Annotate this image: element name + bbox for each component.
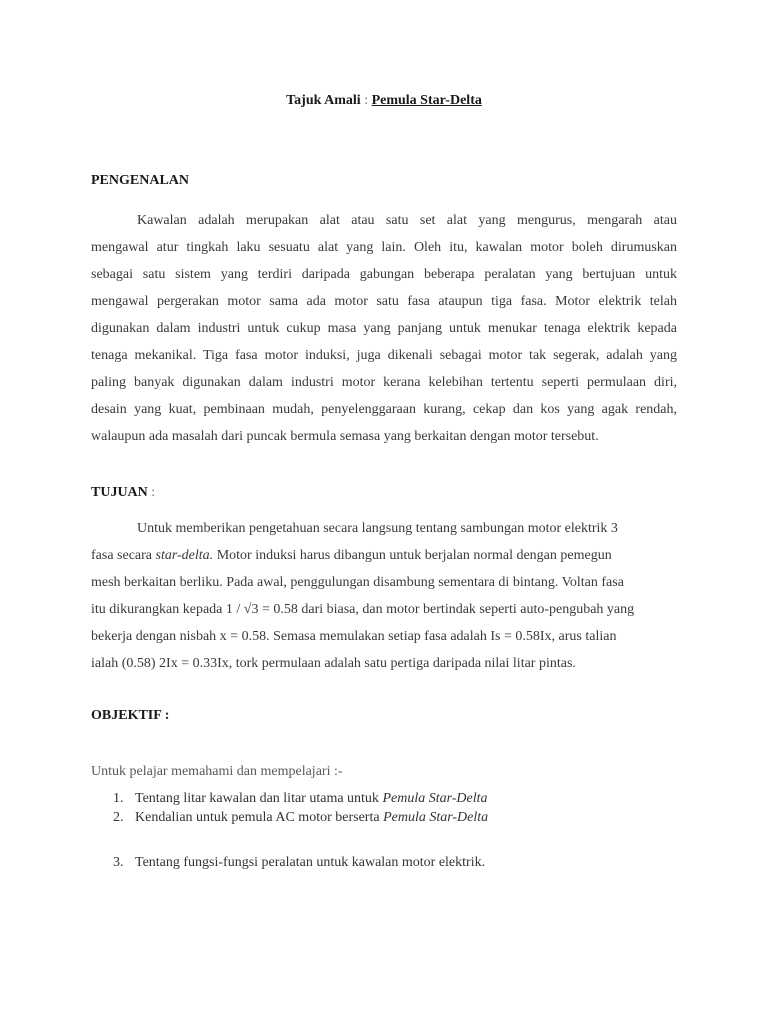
paragraph-line — [91, 542, 677, 569]
heading-tujuan-label: TUJUAN — [91, 485, 148, 500]
list-item — [113, 855, 485, 871]
paragraph-line: itu dikurangkan kepada 1 / √3 = 0.58 dari biasa, dan motor bertindak seperti auto-pengubah yang — [91, 602, 635, 617]
paragraph-line: tenaga mekanikal. Tiga fasa motor induksi, juga dikenali sebagai motor tak segerak, adalah yang — [91, 348, 677, 363]
line-text: fasa secara — [91, 548, 156, 563]
title-label: Tajuk Amali — [286, 93, 361, 108]
heading-pengenalan: PENGENALAN — [91, 173, 190, 188]
list-text: Tentang fungsi-fungsi peralatan untuk kawalan motor elektrik. — [135, 855, 486, 870]
paragraph-line: mengawal atur tingkah laku sesuatu alat yang lain. Oleh itu, kawalan motor boleh dirumuskan — [91, 240, 677, 255]
paragraph-line: walaupun ada masalah dari puncak bermula semasa yang berkaitan dengan motor tersebut. — [91, 429, 599, 444]
line-emphasis: star-delta. — [155, 548, 214, 563]
list-number: 3. — [113, 855, 124, 870]
paragraph-line: Untuk memberikan pengetahuan secara langsung tentang sambungan motor elektrik 3 — [137, 521, 618, 536]
heading-tujuan-separator: : — [151, 485, 156, 500]
paragraph-line: mesh berkaitan berliku. Pada awal, penggulungan disambung sementara di bintang. Voltan fasa — [91, 575, 624, 590]
paragraph-line: digunakan dalam industri untuk cukup masa yang panjang untuk menukar tenaga elektrik kepada — [91, 321, 677, 336]
paragraph-line: mengawal pergerakan motor sama ada motor satu fasa ataupun tiga fasa. Motor elektrik telah — [91, 294, 677, 309]
objektif-intro: Untuk pelajar memahami dan mempelajari :- — [91, 764, 343, 779]
list-number: 2. — [113, 810, 124, 825]
line-text: Motor induksi harus dibangun untuk berjalan normal dengan pemegun — [213, 548, 612, 563]
title-value: Pemula Star-Delta — [371, 93, 482, 108]
paragraph-line: desain yang kuat, pembinaan mudah, penyelenggaraan kurang, cekap dan kos yang agak rendah, — [91, 402, 677, 417]
paragraph-tujuan — [91, 515, 677, 677]
title-separator: : — [364, 93, 369, 108]
paragraph-line: ialah (0.58) 2Ix = 0.33Ix, tork permulaan adalah satu pertiga daripada nilai litar pintas. — [91, 656, 576, 671]
list-number: 1. — [113, 791, 124, 806]
list-text: Tentang litar kawalan dan litar utama untuk — [135, 791, 383, 806]
heading-objektif: OBJEKTIF : — [91, 708, 170, 723]
page-title — [0, 93, 768, 109]
list-emphasis: Pemula Star-Delta — [382, 791, 488, 806]
paragraph-line: Kawalan adalah merupakan alat atau satu set alat yang mengurus, mengarah atau — [137, 213, 677, 228]
paragraph-line: sebagai satu sistem yang terdiri daripada gabungan beberapa peralatan yang bertujuan untuk — [91, 267, 677, 282]
paragraph-line: bekerja dengan nisbah x = 0.58. Semasa memulakan setiap fasa adalah Is = 0.58Ix, arus talian — [91, 629, 617, 644]
list-emphasis: Pemula Star-Delta — [383, 810, 489, 825]
list-item — [113, 810, 488, 826]
list-text: Kendalian untuk pemula AC motor berserta — [135, 810, 384, 825]
paragraph-pengenalan — [91, 207, 677, 450]
paragraph-line: paling banyak digunakan dalam industri motor kerana kelebihan tertentu seperti permulaan diri, — [91, 375, 677, 390]
heading-tujuan — [91, 485, 155, 501]
list-item — [113, 791, 488, 807]
